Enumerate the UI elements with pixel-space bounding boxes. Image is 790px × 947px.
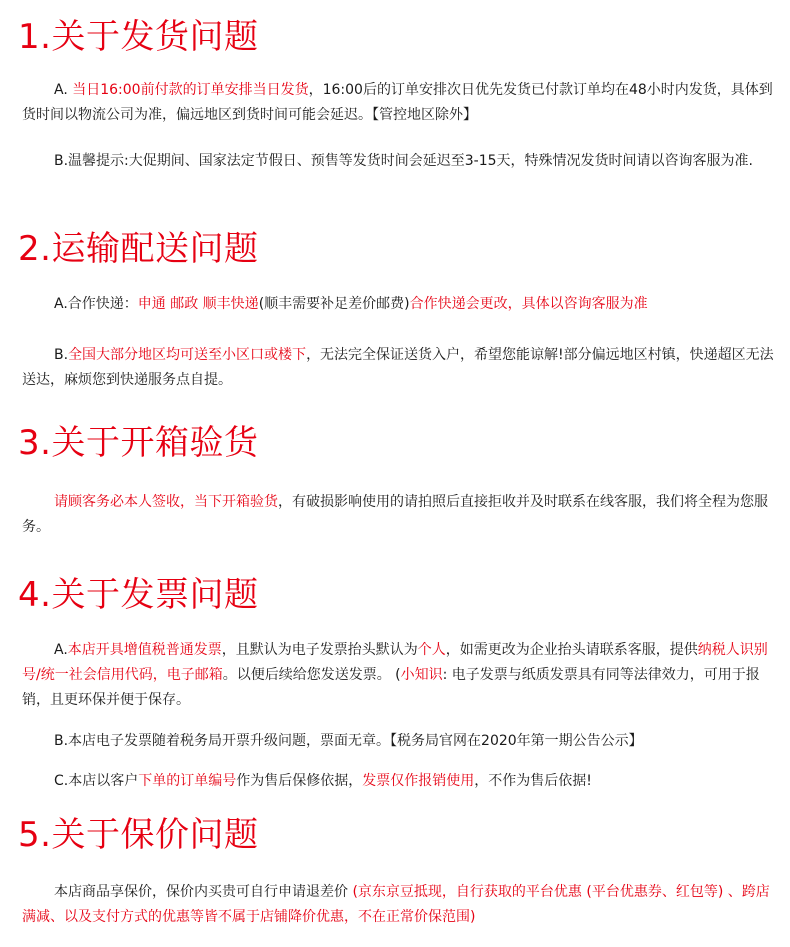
highlight-text: 请顾客务必本人签收，当下开箱验货 xyxy=(54,494,278,510)
section-title-shipping: 1.关于发货问题 xyxy=(18,17,259,57)
shipping-para-a xyxy=(22,78,774,128)
highlight-text: 发票仅作报销使用 xyxy=(362,773,475,789)
price-protection-para-a xyxy=(22,880,774,930)
highlight-text: (京东京豆抵现，自行获取的平台优惠 (平台优惠券、红包等) 、跨店满减、以及支付方式的优惠等皆不属于店铺降价优惠，不在正常价保范围) xyxy=(22,884,770,925)
section-title-invoice: 4.关于发票问题 xyxy=(18,575,259,615)
inspection-para-a xyxy=(22,490,774,540)
text: 本店商品享保价，保价内买贵可自行申请退差价 xyxy=(54,884,353,900)
text: ，16:00后的订单安排次日优先发货已付款订单均在48小时内发货，具体到货时间以物流公司为准，偏远地区到货时间可能会延迟。【管控地区除外】 xyxy=(22,82,773,123)
text: A. xyxy=(54,642,68,658)
highlight-text: 纳税人识别号/统一社会信用代码，电子邮箱 xyxy=(22,642,768,683)
highlight-text: 个人 xyxy=(417,642,446,658)
text: ，有破损影响使用的请拍照后直接拒收并及时联系在线客服，我们将全程为您服务。 xyxy=(22,494,768,535)
text: B. xyxy=(54,347,69,363)
delivery-para-b xyxy=(22,343,774,393)
highlight-text: 申通 邮政 顺丰快递 xyxy=(137,296,259,312)
section-title-delivery: 2.运输配送问题 xyxy=(18,229,259,269)
highlight-text: 小知识 xyxy=(400,667,443,683)
text: C.本店以客户 xyxy=(54,773,139,789)
text: 作为售后保修依据， xyxy=(236,773,363,789)
text: B.温馨提示:大促期间、国家法定节假日、预售等发货时间会延迟至3-15天，特殊情况发货时间请以咨询客服为准. xyxy=(54,153,753,169)
invoice-para-b xyxy=(22,729,774,754)
delivery-para-a xyxy=(22,292,774,317)
shipping-para-b xyxy=(22,149,774,174)
text: : 电子发票与纸质发票具有同等法律效力，可用于报销，且更环保并便于保存。 xyxy=(22,667,760,708)
text: 。以便后续给您发送发票。 ( xyxy=(222,667,401,683)
invoice-para-c xyxy=(22,769,774,794)
text: ，且默认为电子发票抬头默认为 xyxy=(221,642,418,658)
text: ，不作为售后依据! xyxy=(474,773,592,789)
highlight-text: 全国大部分地区均可送至小区口或楼下 xyxy=(68,347,307,363)
highlight-text: 本店开具增值税普通发票 xyxy=(67,642,222,658)
text: (顺丰需要补足差价邮费) xyxy=(258,296,410,312)
text: ，无法完全保证送货入户，希望您能谅解!部分偏远地区村镇，快递超区无法送达，麻烦您到快递服务点自提。 xyxy=(22,347,774,388)
highlight-text: 合作快递会更改，具体以咨询客服为准 xyxy=(409,296,648,312)
highlight-text: 下单的订单编号 xyxy=(138,773,237,789)
text: A. xyxy=(54,82,73,98)
highlight-text: 当日16:00前付款的订单安排当日发货 xyxy=(72,82,309,98)
text: A.合作快递： xyxy=(54,296,138,312)
text: ，如需更改为企业抬头请联系客服，提供 xyxy=(445,642,698,658)
section-title-inspection: 3.关于开箱验货 xyxy=(18,423,259,463)
text: B.本店电子发票随着税务局开票升级问题，票面无章。【税务局官网在2020年第一期公告公示】 xyxy=(54,733,643,749)
invoice-para-a xyxy=(22,638,774,713)
section-title-price-protection: 5.关于保价问题 xyxy=(18,815,259,855)
